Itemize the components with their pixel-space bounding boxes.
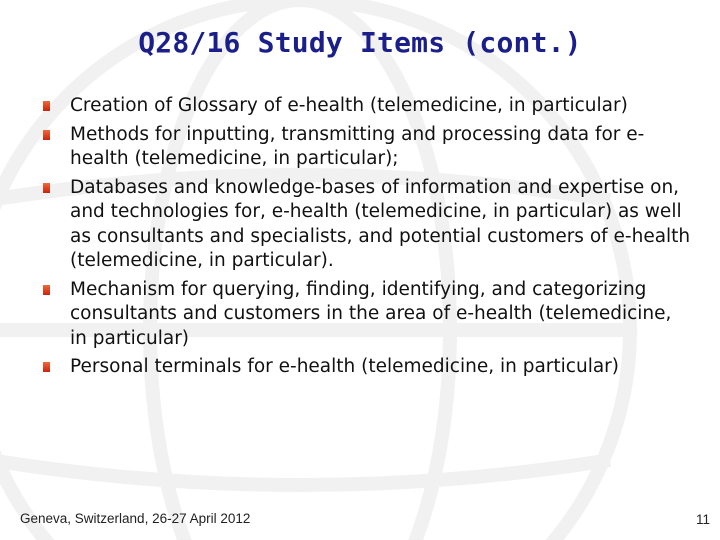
bullet-text: Personal terminals for e-health (telemedicine, in particular) (70, 356, 620, 377)
footer-location-date: Geneva, Switzerland, 26-27 April 2012 (20, 511, 251, 526)
bullet-text: Creation of Glossary of e-health (telemedicine, in particular) (70, 95, 628, 116)
bullet-text: Mechanism for querying, finding, identifying, and categorizing consultants and customers in the area of e-health (telemedicine, in particular) (70, 278, 672, 349)
bullet-item (42, 355, 692, 380)
page-number: 11 (695, 512, 710, 527)
bullet-item (42, 123, 692, 172)
bullet-list (42, 94, 692, 384)
bullet-item (42, 94, 692, 119)
slide-title: Q28/16 Study Items (cont.) (138, 26, 582, 59)
bullet-item (42, 176, 692, 274)
bullet-marker-icon (43, 285, 50, 295)
bullet-item (42, 278, 692, 352)
bullet-marker-icon (43, 101, 50, 111)
bullet-marker-icon (43, 183, 50, 193)
bullet-marker-icon (43, 362, 50, 372)
bullet-text: Databases and knowledge-bases of information and expertise on, and technologies for, e-health (telemedicine, in particular) as well as consultants and specialists, and potential customers of e-health (telemedicine, in particular). (70, 176, 691, 271)
bullet-marker-icon (43, 130, 50, 140)
bullet-text: Methods for inputting, transmitting and processing data for e-health (telemedicine, in particular); (70, 123, 645, 169)
